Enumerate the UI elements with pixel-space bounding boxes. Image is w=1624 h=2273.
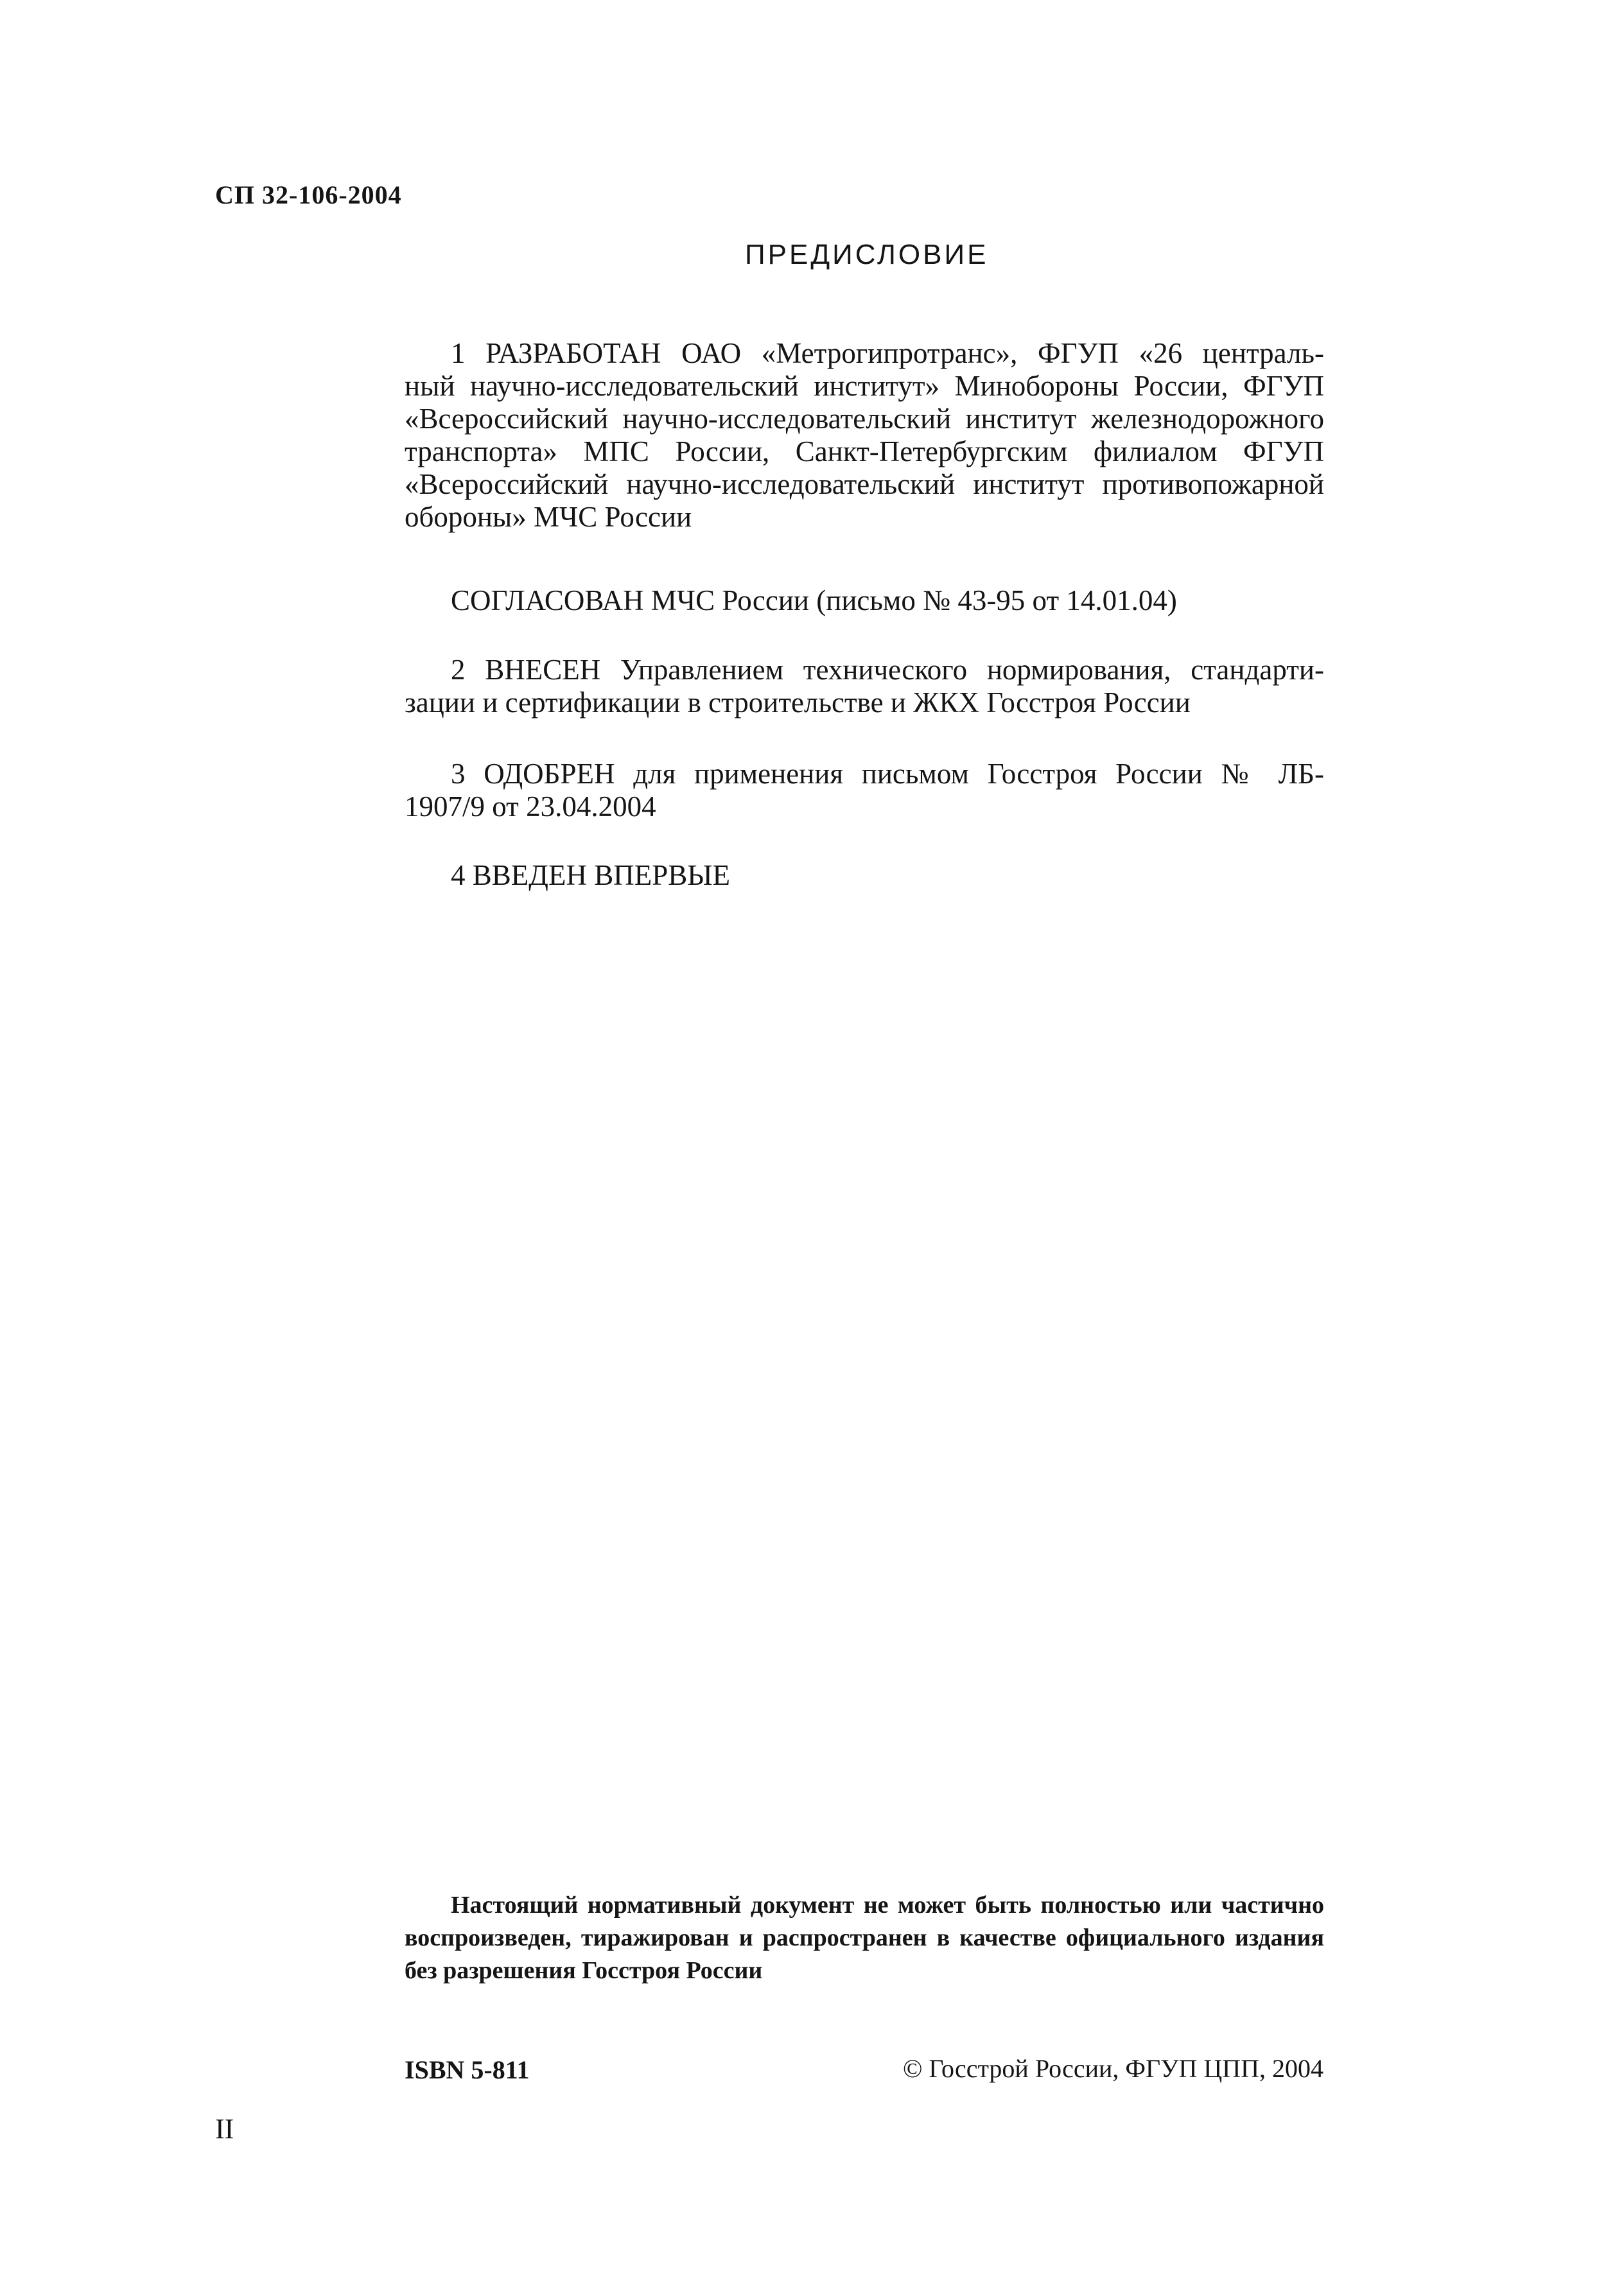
reproduction-notice [405, 1889, 1324, 1987]
paragraph-line: СОГЛАСОВАН МЧС России (письмо № 43-95 от 14.01.04) [451, 584, 1177, 616]
paragraph-line: 2 ВНЕСЕН Управлением технического нормирования, стандарти- [451, 654, 1324, 686]
paragraph-developed-by [405, 337, 1324, 534]
paragraph-introduced [405, 654, 1324, 719]
paragraph-line: «Всероссийский научно-исследовательский институт железнодорожного [405, 403, 1324, 435]
paragraph-line: 1 РАЗРАБОТАН ОАО «Метрогипротранс», ФГУП «26 централь- [451, 337, 1324, 369]
isbn: ISBN 5-811 [405, 2055, 530, 2084]
copyright: © Госстрой России, ФГУП ЦПП, 2004 [902, 2054, 1323, 2083]
paragraph-line: 4 ВВЕДЕН ВПЕРВЫЕ [451, 859, 730, 891]
notice-line: без разрешения Госстроя России [405, 1957, 763, 1984]
paragraph-approved [405, 758, 1324, 823]
page-number: II [215, 2113, 234, 2145]
paragraph-line: «Всероссийский научно-исследовательский институт противопожарной [405, 468, 1324, 500]
notice-line: Настоящий нормативный документ не может быть полностью или частично [451, 1892, 1324, 1919]
paragraph-first-introduced [405, 859, 1324, 892]
paragraph-agreed [405, 584, 1324, 617]
document-code: СП 32-106-2004 [215, 180, 402, 209]
paragraph-line: зации и сертификации в строительстве и ЖКХ Госстроя России [405, 686, 1191, 718]
paragraph-line: 1907/9 от 23.04.2004 [405, 790, 656, 823]
paragraph-line: обороны» МЧС России [405, 501, 692, 533]
paragraph-line: ный научно-исследовательский институт» Минобороны России, ФГУП [405, 370, 1324, 402]
page-title: ПРЕДИСЛОВИЕ [745, 239, 989, 270]
paragraph-line: транспорта» МПС России, Санкт-Петербургским филиалом ФГУП [405, 435, 1324, 467]
notice-line: воспроизведен, тиражирован и распространен в качестве официального издания [405, 1924, 1324, 1951]
paragraph-line: 3 ОДОБРЕН для применения письмом Госстроя России № ЛБ- [451, 758, 1324, 790]
